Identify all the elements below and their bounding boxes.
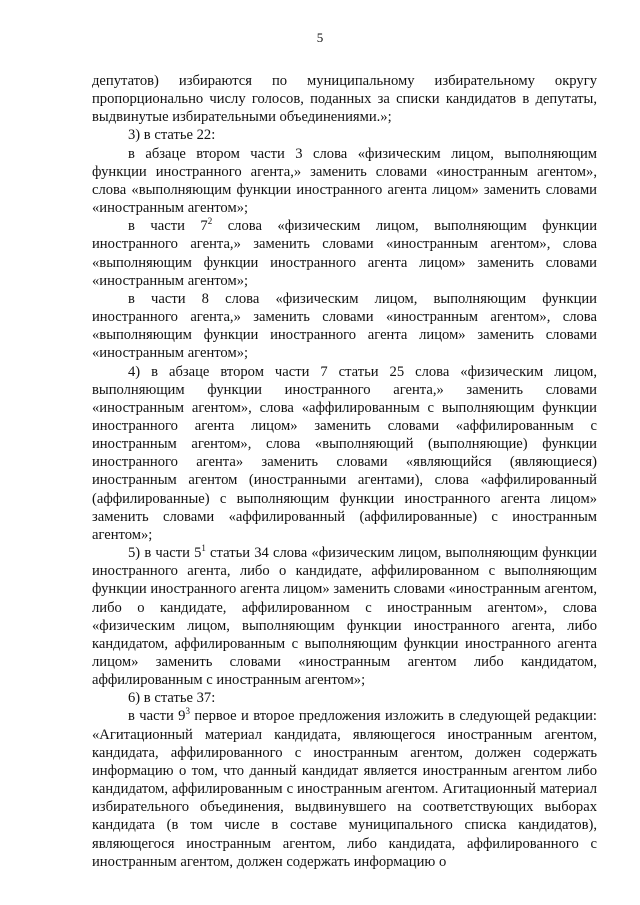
page-number: 5 — [316, 30, 324, 45]
text-before-sup: 5) в части 5 — [128, 545, 202, 562]
paragraph-article-22-part-7-2 — [92, 217, 597, 290]
paragraph-continuation: депутатов) избираются по муниципальному избирательному округу пропорционально числу голосов, поданных за списки кандидатов в депутаты, выдвинутые избирательными объединениями.»; — [92, 73, 597, 126]
paragraph-article-37-part-9-3 — [92, 707, 597, 870]
text-before-sup: в части 9 — [128, 708, 186, 725]
paragraph-article-22-part-8: в части 8 слова «физическим лицом, выполняющим функции иностранного агента,» заменить словами «иностранным агентом», слова «выполняющим функции иностранного агента лицом» заменить словами «иностранным агентом»; — [92, 290, 597, 362]
document-body — [92, 72, 597, 871]
superscript: 1 — [201, 543, 206, 554]
paragraph-item-3: 3) в статье 22: — [128, 127, 216, 144]
text-after-sup: первое и второе предложения изложить в следующей редакции: «Агитационный материал кандидата, являющегося иностранным агентом, кандидата, аффилированного с иностранным агентом, должен содержать информацию о том, что данный кандидат является иностранным агентом либо кандидатом, аффилированным с иностранным агентом. Агитационный материал избирательного объединения, выдвинувшего на соответствующих выборах кандидата (в том числе в составе муниципального списка кандидатов), являющегося иностранным агентом, либо кандидата, аффилированного с иностранным агентом, должен содержать информацию о — [92, 708, 597, 870]
paragraph-item-4: 4) в абзаце втором части 7 статьи 25 слова «физическим лицом, выполняющим функции иностранного агента,» заменить словами «иностранным агентом», слова «аффилированным с выполняющим функции иностранного агента лицом» заменить словами «аффилированным с иностранным агентом», слова «выполняющий (выполняющие) функции иностранного агента» заменить словами «являющийся (являющиеся) иностранным агентом (иностранными агентами), слова «аффилированный (аффилированные) с выполняющим функции иностранного агента лицом» заменить словами «аффилированный (аффилированные) с иностранным агентом»; — [92, 363, 597, 543]
paragraph-item-6: 6) в статье 37: — [128, 690, 216, 707]
text-after-sup: статьи 34 слова «физическим лицом, выполняющим функции иностранного агента, либо о кандидате, аффилированном с выполняющим функции иностранного агента лицом» заменить словами «иностранным агентом, либо о кандидате, аффилированном с иностранным агентом», слова «физическим лицом, выполняющим функции иностранного агента, либо кандидатом, аффилированным с выполняющим функции иностранного агента лицом» заменить словами «иностранным агентом либо кандидатом, аффилированным с иностранным агентом»; — [92, 545, 597, 689]
superscript: 3 — [185, 706, 190, 717]
text-after-sup: слова «физическим лицом, выполняющим функции иностранного агента,» заменить словами «иностранным агентом», слова «выполняющим функции иностранного агента лицом» заменить словами «иностранным агентом»; — [92, 218, 598, 289]
paragraph-article-22-part-3: в абзаце втором части 3 слова «физическим лицом, выполняющим функции иностранного агента,» заменить словами «иностранным агентом», слова «выполняющим функции иностранного агента лицом» заменить словами «иностранным агентом»; — [92, 145, 597, 217]
paragraph-item-5 — [92, 544, 597, 689]
superscript: 2 — [207, 216, 213, 227]
text-before-sup: в части 7 — [128, 218, 208, 235]
